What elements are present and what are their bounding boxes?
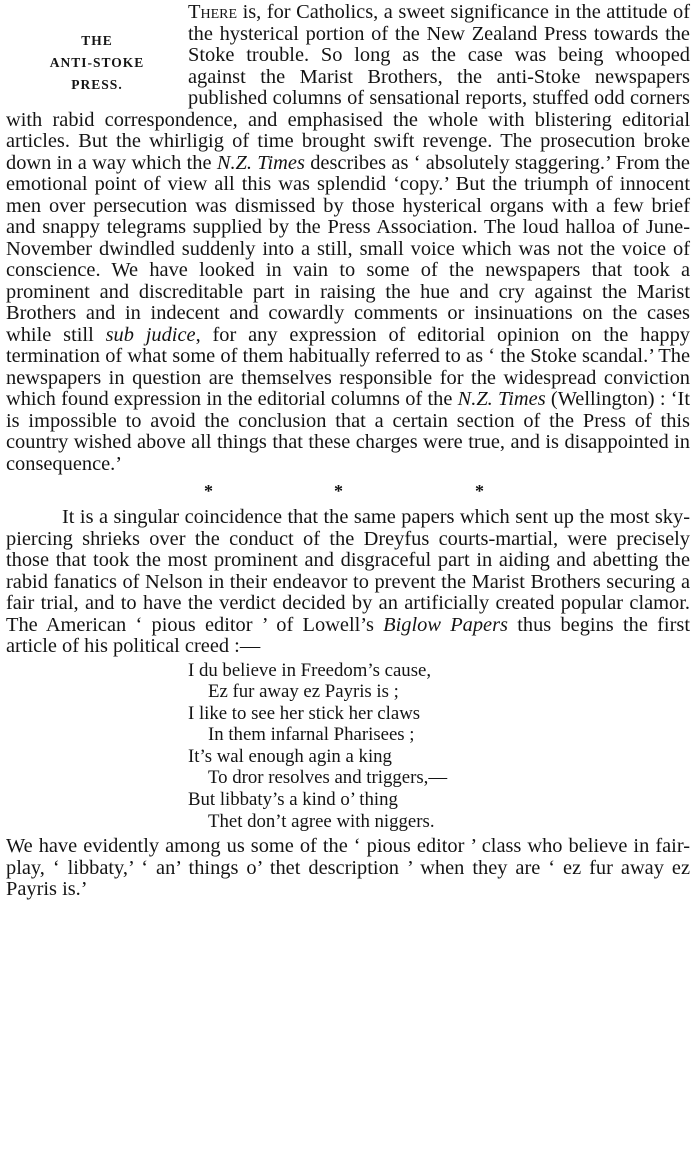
text-run: thus begins the first article of his political creed :— <box>6 613 690 657</box>
poem-quote <box>188 660 690 833</box>
poem-line: Ez fur away ez Payris is ; <box>208 681 399 703</box>
text-run: It is a singular coincidence that the same papers which sent up the most sky-piercing shrieks over the conduct of the Dreyfus courts-martial, were precisely those that took the most prominent and disgraceful part in aiding and abetting the rabid fanatics of Nelson in their endeavor to prevent the Marist Brothers securing a fair trial, and to have the verdict decided by an artificially created popular clamor. The American ‘ pious editor ’ of Lowell’s <box>6 506 690 636</box>
text-run: (Wellington) : ‘It is impossible to avoid the conclusion that a certain section of the Press of this country wished above all things that these charges were true, and is disappointed in consequence.’ <box>6 388 691 475</box>
opening-word: There <box>188 1 238 23</box>
latin-phrase: sub judice <box>105 323 196 346</box>
separator-asterisk: * <box>204 481 213 501</box>
newspaper-title: N.Z. Times <box>457 388 546 410</box>
poem-line: To dror resolves and triggers,— <box>208 767 448 789</box>
text-run: describes as ‘ absolutely staggering.’ From the emotional point of view all this was splendid ‘copy.’ But the triumph of innocent men over persecution was dismissed by those hysterical organs with a few brief and snappy telegrams supplied by the Press Association. The loud halloa of June-November dwindled suddenly into a still, small voice which was not the voice of conscience. We have looked in vain to some of the newspapers that took a prominent and discreditable part in raising the hue and cry against the Marist Brothers and in indecent and cowardly comments or insinuations on the cases while still <box>6 151 690 346</box>
poem-line: I like to see her stick her claws <box>188 702 421 724</box>
poem-line: But libbaty’s a kind o’ thing <box>188 789 398 811</box>
section-separator <box>6 479 690 505</box>
side-heading-line: ANTI-STOKE <box>49 55 145 70</box>
book-title: Biglow Papers <box>383 613 508 636</box>
poem-line: It’s wal enough agin a king <box>188 745 392 767</box>
paragraph-anti-stoke <box>6 2 690 475</box>
paragraph-dreyfus <box>6 507 690 658</box>
side-heading <box>6 2 188 98</box>
poem-line: Thet don’t agree with niggers. <box>208 810 435 832</box>
paragraph-pious-editor: We have evidently among us some of the ‘ pious editor ’ class who believe in fair-play, ‘ libbaty,’ ‘ an’ things o’ thet description ’ when they are ‘ ez fur away ez Payris is.’ <box>6 835 690 901</box>
side-heading-line: THE <box>81 33 113 48</box>
poem-line: In them infarnal Pharisees ; <box>208 724 415 746</box>
text-run: , for any expression of editorial opinion on the happy termination of what some of them habitually referred to as ‘ the Stoke scandal.’ The newspapers in question are themselves responsible for the widespread conviction which found expression in the editorial columns of the <box>6 323 691 410</box>
text-run: is, for Catholics, a sweet significance in the attitude of the hysterical portion of the New Zealand Press towards the Stoke trouble. So long as the case was being whooped against the Marist Brothers, the anti-Stoke newspapers published columns of sensational reports, stuffed odd corners with rabid correspondence, and emphasised the whole with blistering editorial articles. But the whirligig of time brought swift revenge. The prosecution broke down in a way which the <box>6 1 690 174</box>
side-heading-line: PRESS. <box>71 77 123 92</box>
separator-asterisk: * <box>334 481 343 501</box>
document-page <box>6 2 690 901</box>
poem-line: I du believe in Freedom’s cause, <box>188 659 432 681</box>
newspaper-title: N.Z. Times <box>216 151 305 174</box>
separator-asterisk: * <box>475 481 484 501</box>
